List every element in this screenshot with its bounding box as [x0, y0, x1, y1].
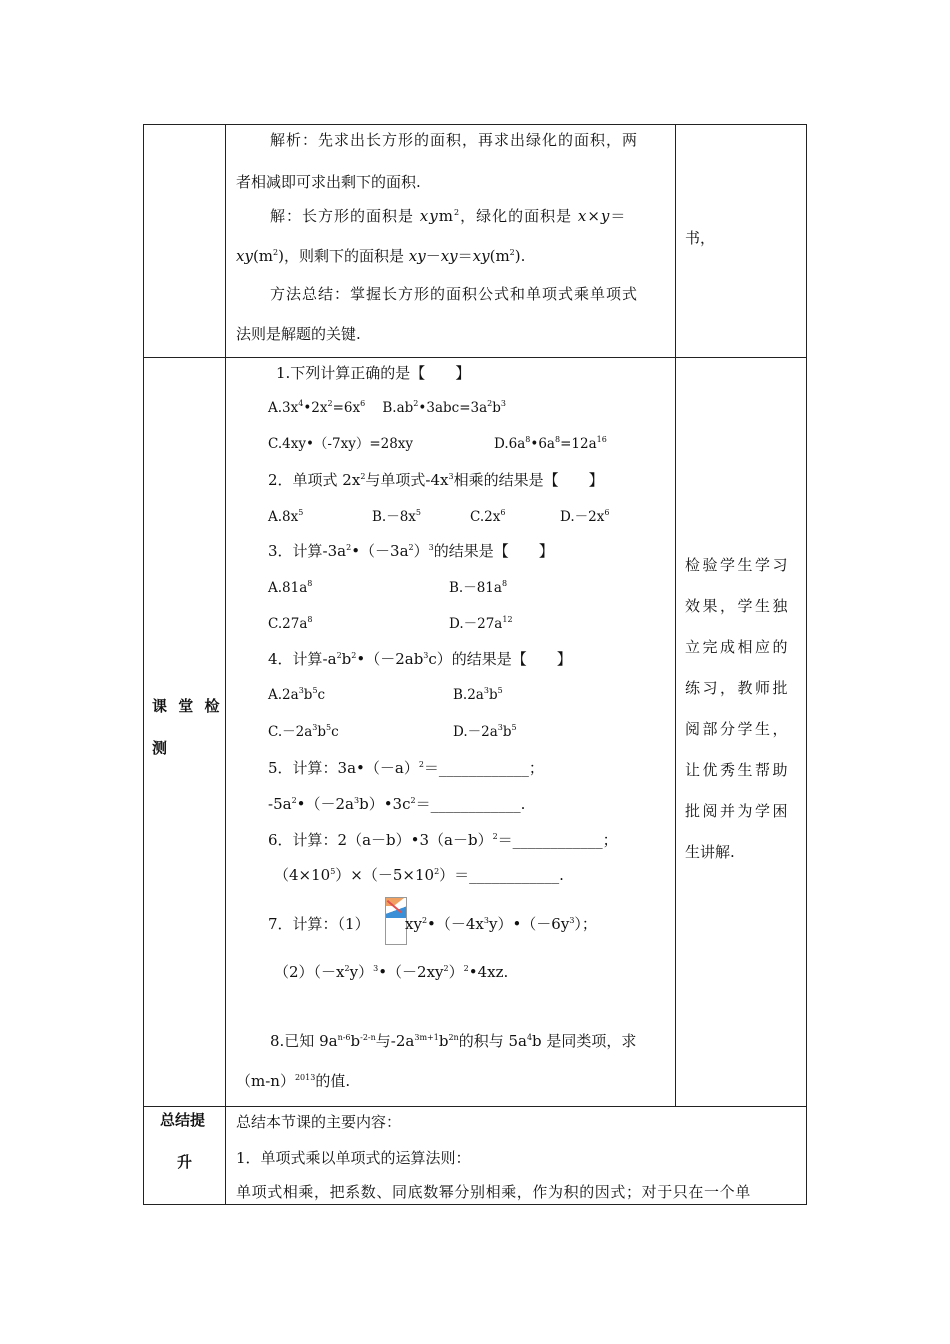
q8-line1: 8.已知 $9a^{n-6}b^{-2-n}$与$-2a^{3m+1}b^{2n}$的积与 $5a^4b$ 是同类项，求 [270, 1032, 637, 1050]
col2-divider [675, 124, 676, 1107]
row2-right-line5: 阅部分学生， [685, 720, 791, 738]
q3-option-a: $A.81a^8$ [268, 579, 313, 596]
table-right-border [806, 124, 807, 1205]
q2-stem: 2．单项式 $2x^2$与单项式$-4x^3$相乘的结果是【 】 [268, 471, 604, 489]
q4-option-b: $B.2a^3b^5$ [453, 686, 503, 703]
q4-option-d: $D.-2a^3b^5$ [453, 723, 517, 740]
row1-solution-line1: 解：长方形的面积是 xym$^2$，绿化的面积是 x×y＝ [270, 207, 627, 225]
row2-label-line1: 课 堂 检 [152, 697, 223, 715]
row2-right-line1: 检验学生学习 [685, 556, 791, 574]
q7-part1-expr: $xy^2•(-4x^3y)•(-6y^3)$； [405, 915, 597, 933]
row1-bottom-border [143, 357, 807, 358]
row1-right-note: 书， [685, 229, 716, 247]
row1-analysis-line2: 者相减即可求出剩下的面积. [236, 173, 421, 191]
q2-option-b: $B.-8x^5$ [372, 508, 422, 525]
row2-right-line7: 批阅并为学困 [685, 802, 791, 820]
row1-method-line1: 方法总结：掌握长方形的面积公式和单项式乘单项式 [270, 285, 639, 303]
q7-part2: $(2)(-x^2y)^3•(-2xy^2)^2•4xz$. [274, 963, 509, 981]
table-top-border [143, 124, 807, 125]
q4-stem: 4．计算$-a^2b^2•(-2ab^3c)$的结果是【 】 [268, 650, 572, 668]
row2-right-line4: 练习，教师批 [685, 679, 791, 697]
q1-option-c: C.4xy•（-7xy）=28xy [268, 436, 414, 452]
q2-option-c: $C.2x^6$ [470, 508, 506, 525]
q7-part1: 7．计算：（1） [268, 915, 370, 933]
q1-stem: 1.下列计算正确的是【 】 [276, 364, 471, 382]
row3-rule-text: 单项式相乘，把系数、同底数幂分别相乘，作为积的因式；对于只在一个单 [236, 1183, 751, 1201]
q5-line2: $-5a^2•(-2a^3b)•3c^2=\_\_\_\_\_\_\_\_\_\_\_\_$. [268, 795, 526, 813]
row2-right-line2: 效果，学生独 [685, 597, 791, 615]
q1-options-ab: $A.3x^4•2x^2=6x^6$ $B.ab^2•3abc=3a^2b^3$ [268, 399, 506, 416]
fraction-image-placeholder [385, 897, 407, 945]
q2-option-d: $D.-2x^6$ [560, 508, 610, 525]
q2-option-a: $A.8x^5$ [268, 508, 304, 525]
row2-bottom-border [143, 1106, 807, 1107]
row2-right-line6: 让优秀生帮助 [685, 761, 791, 779]
q5-line1: 5．计算：$3a•(-a)^2=\_\_\_\_\_\_\_\_\_\_\_\_$； [268, 759, 544, 777]
q6-line2: $(4\times 10^5)\times(-5\times 10^2)=\_\_\_\_\_\_\_\_\_\_\_\_$. [274, 866, 564, 884]
row1-method-line2: 法则是解题的关键. [236, 325, 361, 343]
table-bottom-border [143, 1204, 807, 1205]
row2-right-line3: 立完成相应的 [685, 638, 791, 656]
q4-option-c: $C.-2a^3b^5c$ [268, 723, 339, 740]
row3-rule-heading: 1．单项式乘以单项式的运算法则： [236, 1149, 471, 1167]
row1-analysis-line1: 解析：先求出长方形的面积，再求出绿化的面积，两 [270, 131, 639, 149]
col1-divider [225, 124, 226, 1205]
q6-line1: 6．计算：$2(a-b)•3(a-b)^2=\_\_\_\_\_\_\_\_\_\_\_\_$； [268, 831, 618, 849]
row2-label-line2: 测 [152, 739, 168, 757]
q3-option-d: $D.-27a^{12}$ [449, 615, 513, 632]
q4-option-a: $A.2a^3b^5c$ [268, 686, 326, 703]
row3-summary-intro: 总结本节课的主要内容： [236, 1113, 402, 1131]
table-left-border [143, 124, 144, 1205]
q8-line2: $(m-n)^{2013}$的值. [236, 1072, 351, 1090]
row2-right-line8: 生讲解. [685, 843, 735, 861]
q3-option-b: $B.-81a^8$ [449, 579, 508, 596]
q1-option-d: $D.6a^8•6a^8=12a^{16}$ [494, 435, 607, 452]
row3-label-line2: 升 [177, 1153, 193, 1171]
q3-option-c: $C.27a^8$ [268, 615, 313, 632]
row1-solution-line2: $xy(m^2)$，则剩下的面积是 $xy-xy=xy(m^2)$. [236, 247, 526, 265]
row3-label-line1: 总结提 [160, 1111, 206, 1129]
q3-stem: 3．计算$-3a^2•(-3a^2)^3$的结果是【 】 [268, 542, 554, 560]
